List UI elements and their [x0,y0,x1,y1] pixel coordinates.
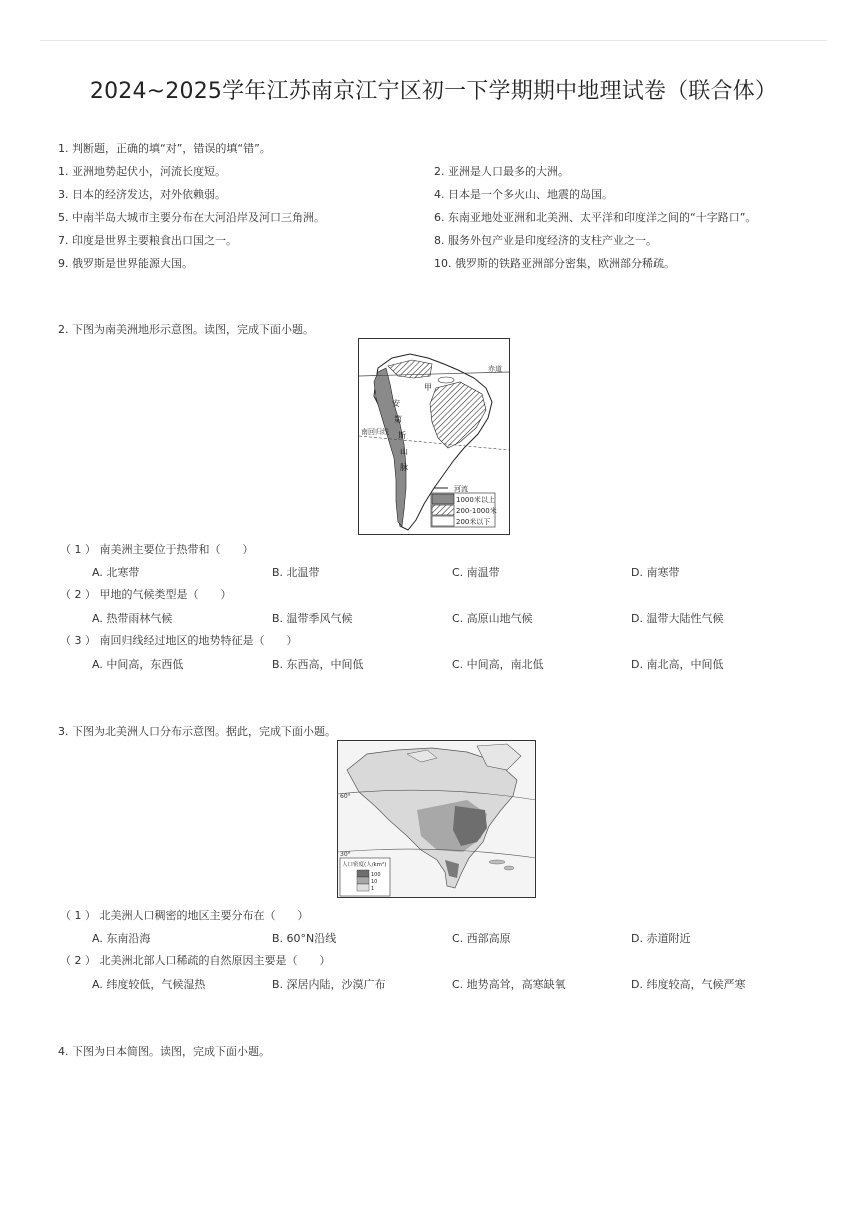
legend-low: 200米以下 [456,518,491,526]
option-a[interactable]: A. 热带雨林气候 [92,612,173,625]
q1-item: 8. 服务外包产业是印度经济的支柱产业之一。 [434,234,657,247]
legend-1: 1 [371,886,375,892]
south-america-terrain-map [358,338,510,535]
option-d[interactable]: D. 赤道附近 [631,932,691,945]
option-c[interactable]: C. 高原山地气候 [452,612,533,625]
top-divider [40,40,827,41]
option-b[interactable]: B. 60°N沿线 [272,932,337,945]
option-c[interactable]: C. 地势高耸，高寒缺氧 [452,978,566,991]
q2-sub-question: （ 3 ） 南回归线经过地区的地势特征是（ ） [60,634,298,647]
q3-stem: 3. 下图为北美洲人口分布示意图。据此，完成下面小题。 [58,725,336,738]
legend-swatch-1 [357,884,369,891]
legend-swatch-high [432,494,454,504]
legend-swatch-low [432,516,454,526]
option-a[interactable]: A. 北寒带 [92,566,140,579]
option-b[interactable]: B. 深居内陆，沙漠广布 [272,978,386,991]
option-d[interactable]: D. 南寒带 [631,566,680,579]
andes-char: 山 [400,447,408,456]
q1-item: 7. 印度是世界主要粮食出口国之一。 [58,234,237,247]
caribbean-island [489,860,505,864]
option-c[interactable]: C. 西部高原 [452,932,511,945]
andes-char: 斯 [398,431,406,440]
option-a[interactable]: A. 纬度较低，气候湿热 [92,978,206,991]
jia-label: 甲 [424,383,432,392]
legend-swatch-100 [357,870,369,877]
legend-100: 100 [371,872,381,878]
lat60-label: 60° [340,793,351,800]
q1-item: 9. 俄罗斯是世界能源大国。 [58,257,193,270]
q3-sub-question: （ 2 ） 北美洲北部人口稀疏的自然原因主要是（ ） [60,954,331,967]
legend-swatch-mid [432,505,454,515]
option-d[interactable]: D. 温带大陆性气候 [631,612,724,625]
q1-item: 10. 俄罗斯的铁路亚洲部分密集，欧洲部分稀疏。 [434,257,675,270]
q1-item: 6. 东南亚地处亚洲和北美洲、太平洋和印度洋之间的“十字路口”。 [434,211,757,224]
q1-item: 2. 亚洲是人口最多的大洲。 [434,165,569,178]
option-b[interactable]: B. 东西高，中间低 [272,658,364,671]
q2-stem: 2. 下图为南美洲地形示意图。读图，完成下面小题。 [58,323,314,336]
legend-title: 人口密度(人/km²) [342,862,387,868]
q1-item: 5. 中南半岛大城市主要分布在大河沿岸及河口三角洲。 [58,211,325,224]
q1-stem: 1. 判断题，正确的填“对”，错误的填“错”。 [58,142,271,155]
andes-char: 第 [394,415,402,424]
legend-10: 10 [371,879,378,885]
caribbean-island [504,866,514,870]
option-b[interactable]: B. 北温带 [272,566,320,579]
option-a[interactable]: A. 中间高，东西低 [92,658,184,671]
island [438,377,454,383]
q2-sub-question: （ 2 ） 甲地的气候类型是（ ） [60,588,232,601]
legend-swatch-10 [357,877,369,884]
option-c[interactable]: C. 中间高，南北低 [452,658,544,671]
tropic-label: 南回归线 [361,428,389,436]
q3-sub-question: （ 1 ） 北美洲人口稠密的地区主要分布在（ ） [60,909,309,922]
q2-sub-question: （ 1 ） 南美洲主要位于热带和（ ） [60,543,254,556]
q1-item: 1. 亚洲地势起伏小，河流长度短。 [58,165,226,178]
andes-char: 安 [392,399,400,408]
page-title: 2024~2025学年江苏南京江宁区初一下学期期中地理试卷（联合体） [89,79,778,104]
north-america-population-map [337,740,536,898]
legend-mid: 200-1000米 [456,507,497,515]
legend-river: 河流 [454,485,468,493]
option-a[interactable]: A. 东南沿海 [92,932,151,945]
q1-item: 4. 日本是一个多火山、地震的岛国。 [434,188,613,201]
legend-high: 1000米以上 [456,496,495,504]
option-d[interactable]: D. 纬度较高，气候严寒 [631,978,746,991]
option-b[interactable]: B. 温带季风气候 [272,612,353,625]
lat30-label: 30° [340,851,351,858]
option-d[interactable]: D. 南北高，中间低 [631,658,724,671]
q4-stem: 4. 下图为日本简图。读图，完成下面小题。 [58,1045,270,1058]
option-c[interactable]: C. 南温带 [452,566,500,579]
andes-char: 脉 [400,463,408,472]
q1-item: 3. 日本的经济发达，对外依赖弱。 [58,188,226,201]
equator-label: 赤道 [488,365,502,373]
